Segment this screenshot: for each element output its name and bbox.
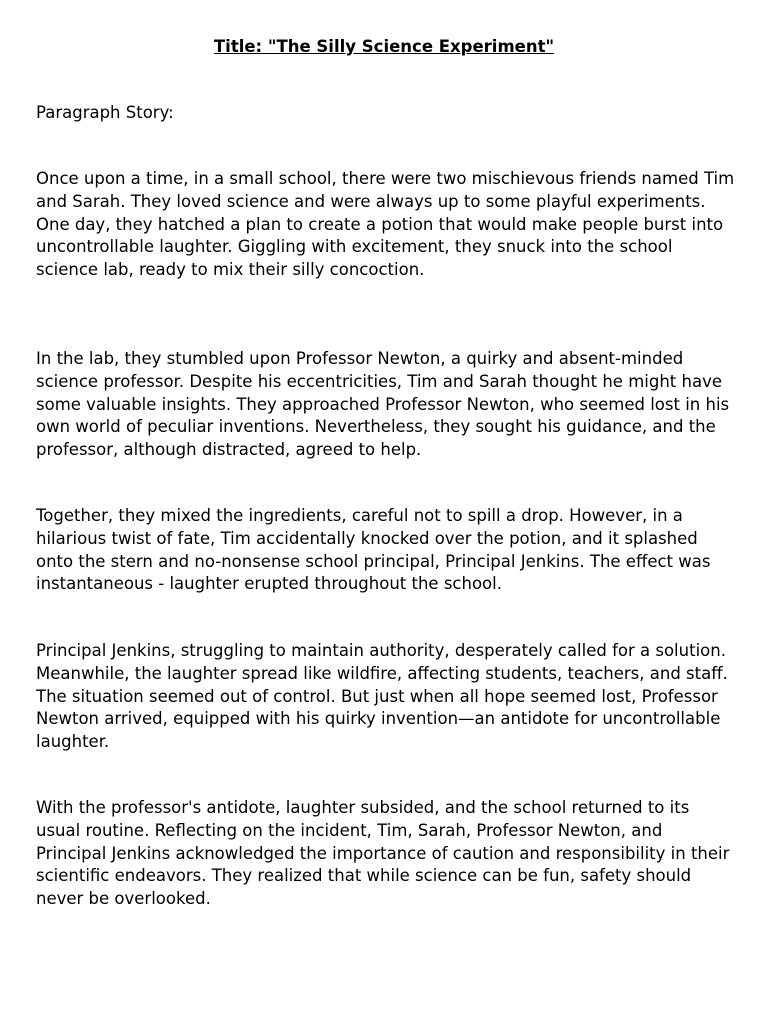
paragraph-2: In the lab, they stumbled upon Professor Newton, a quirky and absent-minded science professor. Despite his eccentricities, Tim and Sarah thought he might have some valuable insights. They approached Professor Newton, who seemed lost in his own world of peculiar inventions. Nevertheless, they sought his guidance, and the professor, although distracted, agreed to help. bbox=[36, 349, 730, 460]
section-label: Paragraph Story: bbox=[36, 103, 174, 122]
paragraph-5: With the professor's antidote, laughter subsided, and the school returned to its usual routine. Reflecting on the incident, Tim, Sarah, Professor Newton, and Principal Jenkins acknowledged the importance of caution and responsibility in their scientific endeavors. They realized that while science can be fun, safety should never be overlooked. bbox=[36, 798, 730, 909]
paragraph-4: Principal Jenkins, struggling to maintain authority, desperately called for a solution. Meanwhile, the laughter spread like wildfire, affecting students, teachers, and staff. The situation seemed out of control. But just when all hope seemed lost, Professor Newton arrived, equipped with his quirky invention—an antidote for uncontrollable laughter. bbox=[36, 641, 728, 752]
paragraph-3: Together, they mixed the ingredients, careful not to spill a drop. However, in a hilarious twist of fate, Tim accidentally knocked over the potion, and it splashed onto the stern and no-nonsense school principal, Principal Jenkins. The effect was instantaneous - laughter erupted throughout the school. bbox=[36, 506, 711, 594]
document-title: Title: "The Silly Science Experiment" bbox=[213, 37, 555, 56]
paragraph-1: Once upon a time, in a small school, there were two mischievous friends named Tim and Sarah. They loved science and were always up to some playful experiments. One day, they hatched a plan to create a potion that would make people burst into uncontrollable laughter. Giggling with excitement, they snuck into the school science lab, ready to mix their silly concoction. bbox=[36, 169, 735, 280]
